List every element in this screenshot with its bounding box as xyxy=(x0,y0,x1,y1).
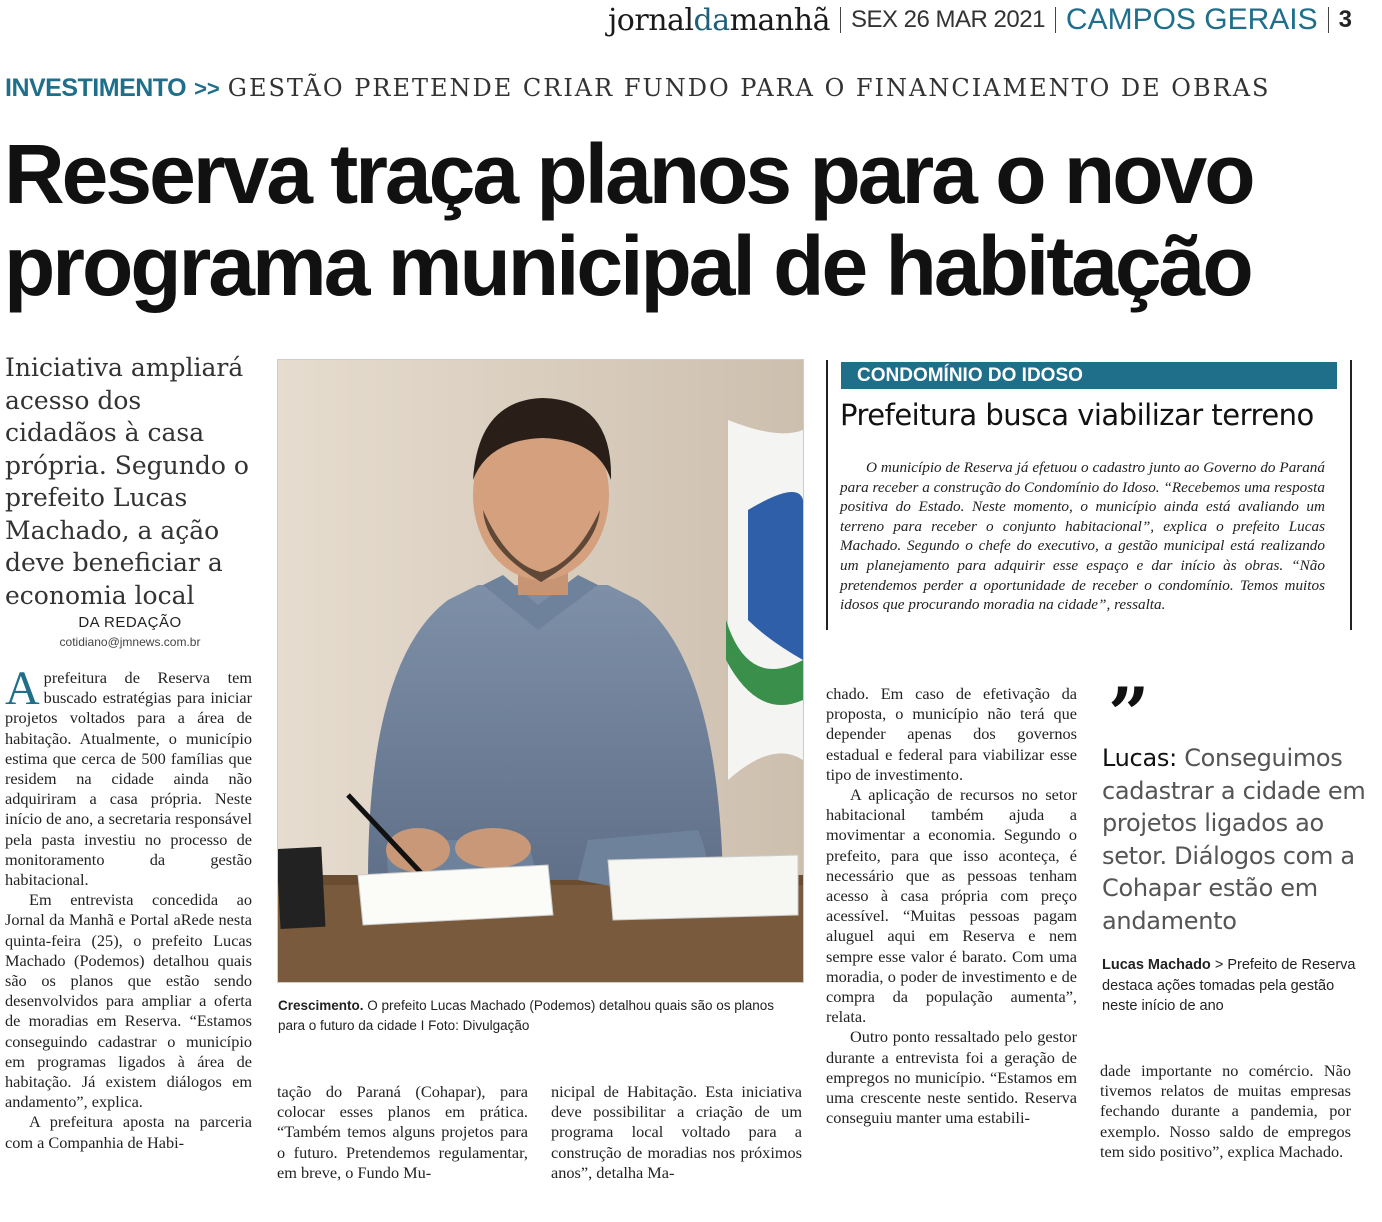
dropcap: A xyxy=(5,662,40,715)
attribution-separator: > xyxy=(1214,957,1224,973)
pull-quote-attribution xyxy=(1102,955,1372,1017)
pull-quote-text: Conseguimos cadastrar a cidade em projetos ligados ao setor. Diálogos com a Cohapar estão em andamento xyxy=(1102,744,1366,935)
sidebar-box-label: CONDOMÍNIO DO IDOSO xyxy=(841,362,1337,389)
photo-illustration xyxy=(278,360,803,982)
pull-quote-speaker: Lucas: xyxy=(1102,744,1177,772)
pull-quote xyxy=(1102,742,1372,938)
article-paragraph: A aplicação de recursos no setor habitacional também ajuda a movimentar a economia. Segundo o prefeito, para que isso aconteça, é necessário que as pessoas tenham acesso à casa própria com preço acessível. “Muitas pessoas pagam aluguel aqui em Reserva e nem sempre esse valor é barato. Com uma moradia, o poder de investimento e de compra da população aumenta”, relata. xyxy=(826,785,1077,1027)
caption-text: O prefeito Lucas Machado (Podemos) detalhou quais são os planos para o futuro da cidade I Foto: Divulgação xyxy=(278,998,775,1033)
issue-date: SEX 26 MAR 2021 xyxy=(850,6,1045,33)
article-paragraph: tação do Paraná (Cohapar), para colocar esses planos em prática. “Também temos alguns projetos para o futuro. Pretendemos regulamentar, em breve, o Fundo Mu- xyxy=(277,1082,528,1182)
article-photo xyxy=(277,359,804,983)
byline-email[interactable]: cotidiano@jmnews.com.br xyxy=(59,635,201,649)
kicker-arrows: >> xyxy=(194,76,220,101)
article-column-3 xyxy=(551,1082,802,1183)
deck: Iniciativa ampliará acesso dos cidadãos à casa própria. Segundo o prefeito Lucas Machado, a ação deve beneficiar a economia local xyxy=(5,353,249,610)
article-paragraph: nicipal de Habitação. Esta iniciativa deve possibilitar a criação de um programa local voltado para a construção de moradias nos próximos anos”, detalha Ma- xyxy=(551,1082,802,1182)
caption-lead: Crescimento. xyxy=(278,998,364,1013)
article-column-1 xyxy=(5,662,252,1153)
article-paragraph: chado. Em caso de efetivação da proposta, o município não terá que depender apenas dos governos estadual e federal para viabilizar esse tipo de investimento. xyxy=(826,684,1077,784)
divider xyxy=(1328,7,1329,33)
attribution-text: Prefeito de Reserva destaca ações tomadas pela gestão neste início de ano xyxy=(1102,957,1356,1014)
kicker-text: GESTÃO PRETENDE CRIAR FUNDO PARA O FINANCIAMENTO DE OBRAS xyxy=(227,74,1271,102)
article-column-4 xyxy=(826,684,1077,1128)
quote-mark-icon: ” xyxy=(1108,671,1150,756)
byline xyxy=(5,614,255,649)
kicker-tag: INVESTIMENTO xyxy=(5,74,187,102)
article-paragraph: Outro ponto ressaltado pelo gestor durante a entrevista foi a geração de empregos no município. “Estamos em uma crescente neste sentido. Reserva conseguiu manter uma estabili- xyxy=(826,1027,1077,1128)
divider xyxy=(840,7,841,33)
byline-name: DA REDAÇÃO xyxy=(78,614,182,631)
article-paragraph: Aprefeitura de Reserva tem buscado estratégias para iniciar projetos voltados para a área de habitação. Atualmente, o município estima que cerca de 500 famílias que residem na cidade ainda não adquiriram a casa própria. Neste início de ano, a secretaria responsável pela pasta investiu no processo de monitoramento da gestão habitacional. xyxy=(5,662,252,890)
kicker xyxy=(5,74,1270,103)
attribution-name: Lucas Machado xyxy=(1102,957,1211,973)
sidebar-box-title: Prefeitura busca viabilizar terreno xyxy=(840,398,1314,432)
article-column-5 xyxy=(1100,1061,1351,1162)
masthead xyxy=(608,0,1352,40)
headline xyxy=(4,128,1374,312)
divider xyxy=(1055,7,1056,33)
headline-line-2: programa municipal de habitação xyxy=(4,219,1251,313)
headline-line-1: Reserva traça planos para o novo xyxy=(4,127,1253,221)
sidebar-box-text: O município de Reserva já efetuou o cadastro junto ao Governo do Paraná para receber a construção do Condomínio do Idoso. “Recebemos uma resposta positiva do Estado. Neste momento, o município ainda está avaliando um terreno para receber o conjunto habitacional”, explica o prefeito Lucas Machado. Segundo o chefe do executivo, a gestão municipal está realizando um planejamento para adquirir esse espaço e dar início às obras. “Não pretendemos perder a oportunidade de receber o condomínio. Temos muitos idosos que procurando moradia na cidade”, ressalta. xyxy=(840,459,1325,614)
article-paragraph: Em entrevista concedida ao Jornal da Manhã e Portal aRede nesta quinta-feira (25), o prefeito Lucas Machado (Podemos) detalhou quais são os planos que estão sendo desenvolvidos para ampliar a oferta de moradias em Reserva. “Estamos conseguindo cadastrar o município em programas ligados à área de habitação. Já existem diálogos em andamento”, explica. xyxy=(5,890,252,1112)
photo-caption xyxy=(278,996,798,1036)
article-column-2 xyxy=(277,1082,528,1183)
article-paragraph: A prefeitura aposta na parceria com a Companhia de Habi- xyxy=(5,1112,252,1152)
newspaper-logo[interactable]: jornaldamanhã xyxy=(607,2,830,38)
page-number: 3 xyxy=(1338,6,1352,33)
article-paragraph: dade importante no comércio. Não tivemos relatos de muitas empresas fechando durante a pandemia, por exemplo. Nosso saldo de empregos tem sido positivo”, explica Machado. xyxy=(1100,1061,1351,1161)
section-name[interactable]: CAMPOS GERAIS xyxy=(1065,3,1318,36)
